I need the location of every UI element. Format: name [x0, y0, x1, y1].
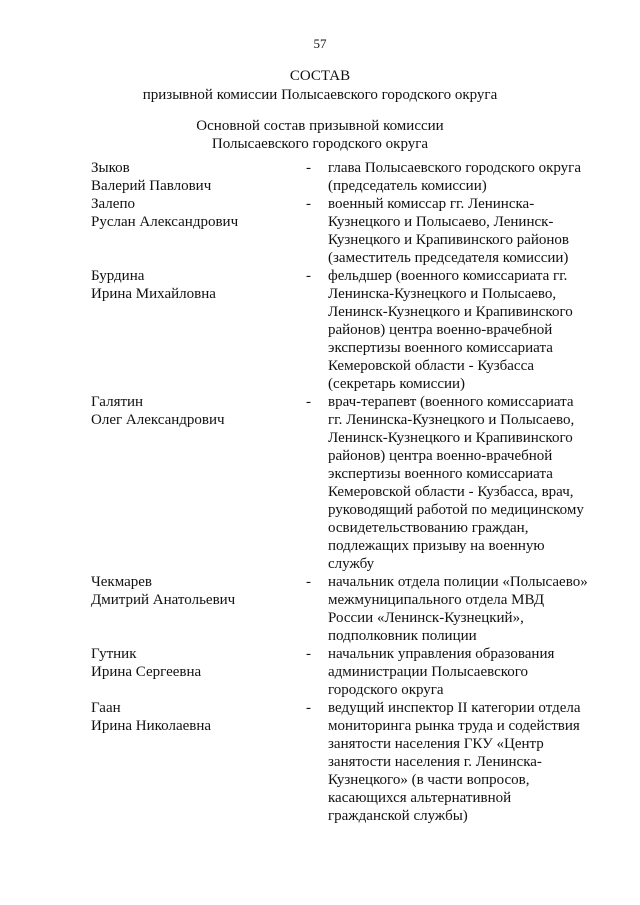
- member-name: [91, 573, 306, 645]
- member-role: врач-терапевт (военного комиссариата гг. Ленинска-Кузнецкого и Полысаево, Ленинск-Кузнецкого и Крапивинского районов) центра военно-врачебной экспертизы военного комиссариата Кемеровской области - Кузбасса, врач, руководящий работой по медицинскому освидетельствованию граждан, подлежащих призыву на военную службу: [328, 394, 584, 572]
- section-title: Основной состав призывной комиссии Полысаевского городского округа: [196, 118, 444, 152]
- member-dash: -: [306, 700, 311, 716]
- member-name: [91, 393, 306, 573]
- member-row: [91, 699, 591, 825]
- member-dash: -: [306, 574, 311, 590]
- member-surname: Гутник: [91, 646, 137, 662]
- member-surname: Гаан: [91, 700, 121, 716]
- member-given-names: Олег Александрович: [91, 412, 225, 428]
- member-surname: Галятин: [91, 394, 144, 410]
- members-list: [91, 159, 591, 825]
- member-given-names: Ирина Николаевна: [91, 718, 212, 734]
- member-row: [91, 393, 591, 573]
- member-name: [91, 159, 306, 195]
- member-role: глава Полысаевского городского округа (председатель комиссии): [328, 160, 581, 194]
- member-name: [91, 645, 306, 699]
- member-surname: Бурдина: [91, 268, 145, 284]
- member-row: [91, 645, 591, 699]
- member-role: начальник отдела полиции «Полысаево» межмуниципального отдела МВД России «Ленинск-Кузнецкий», подполковник полиции: [328, 574, 588, 644]
- member-dash: -: [306, 268, 311, 284]
- member-given-names: Ирина Сергеевна: [91, 664, 202, 680]
- member-dash: -: [306, 196, 311, 212]
- member-role: фельдшер (военного комиссариата гг. Ленинска-Кузнецкого и Полысаево, Ленинск-Кузнецкого и Крапивинского районов) центра военно-врачебной экспертизы военного комиссариата Кемеровской области - Кузбасса (секретарь комиссии): [328, 268, 573, 392]
- member-role: начальник управления образования администрации Полысаевского городского округа: [328, 646, 555, 698]
- member-name: [91, 195, 306, 267]
- member-role: военный комиссар гг. Ленинска-Кузнецкого и Полысаево, Ленинск-Кузнецкого и Крапивинского районов (заместитель председателя комиссии): [328, 196, 570, 266]
- member-given-names: Руслан Александрович: [91, 214, 239, 230]
- member-surname: Чекмарев: [91, 574, 152, 590]
- member-dash: -: [306, 646, 311, 662]
- member-name: [91, 699, 306, 825]
- member-role: ведущий инспектор II категории отдела мониторинга рынка труда и содействия занятости населения ГКУ «Центр занятости населения г. Ленинска-Кузнецкого» (в части вопросов, касающихся альтернативной гражданской службы): [328, 700, 581, 824]
- member-row: [91, 195, 591, 267]
- member-dash: -: [306, 394, 311, 410]
- member-given-names: Дмитрий Анатольевич: [91, 592, 236, 608]
- member-row: [91, 159, 591, 195]
- document-title: СОСТАВ: [289, 68, 351, 84]
- member-row: [91, 267, 591, 393]
- member-given-names: Валерий Павлович: [91, 178, 212, 194]
- document-subtitle: призывной комиссии Полысаевского городского округа: [142, 87, 498, 103]
- member-dash: -: [306, 160, 311, 176]
- page-number: 57: [313, 36, 327, 51]
- member-surname: Зыков: [91, 160, 130, 176]
- member-given-names: Ирина Михайловна: [91, 286, 216, 302]
- member-name: [91, 267, 306, 393]
- member-row: [91, 573, 591, 645]
- member-surname: Залепо: [91, 196, 135, 212]
